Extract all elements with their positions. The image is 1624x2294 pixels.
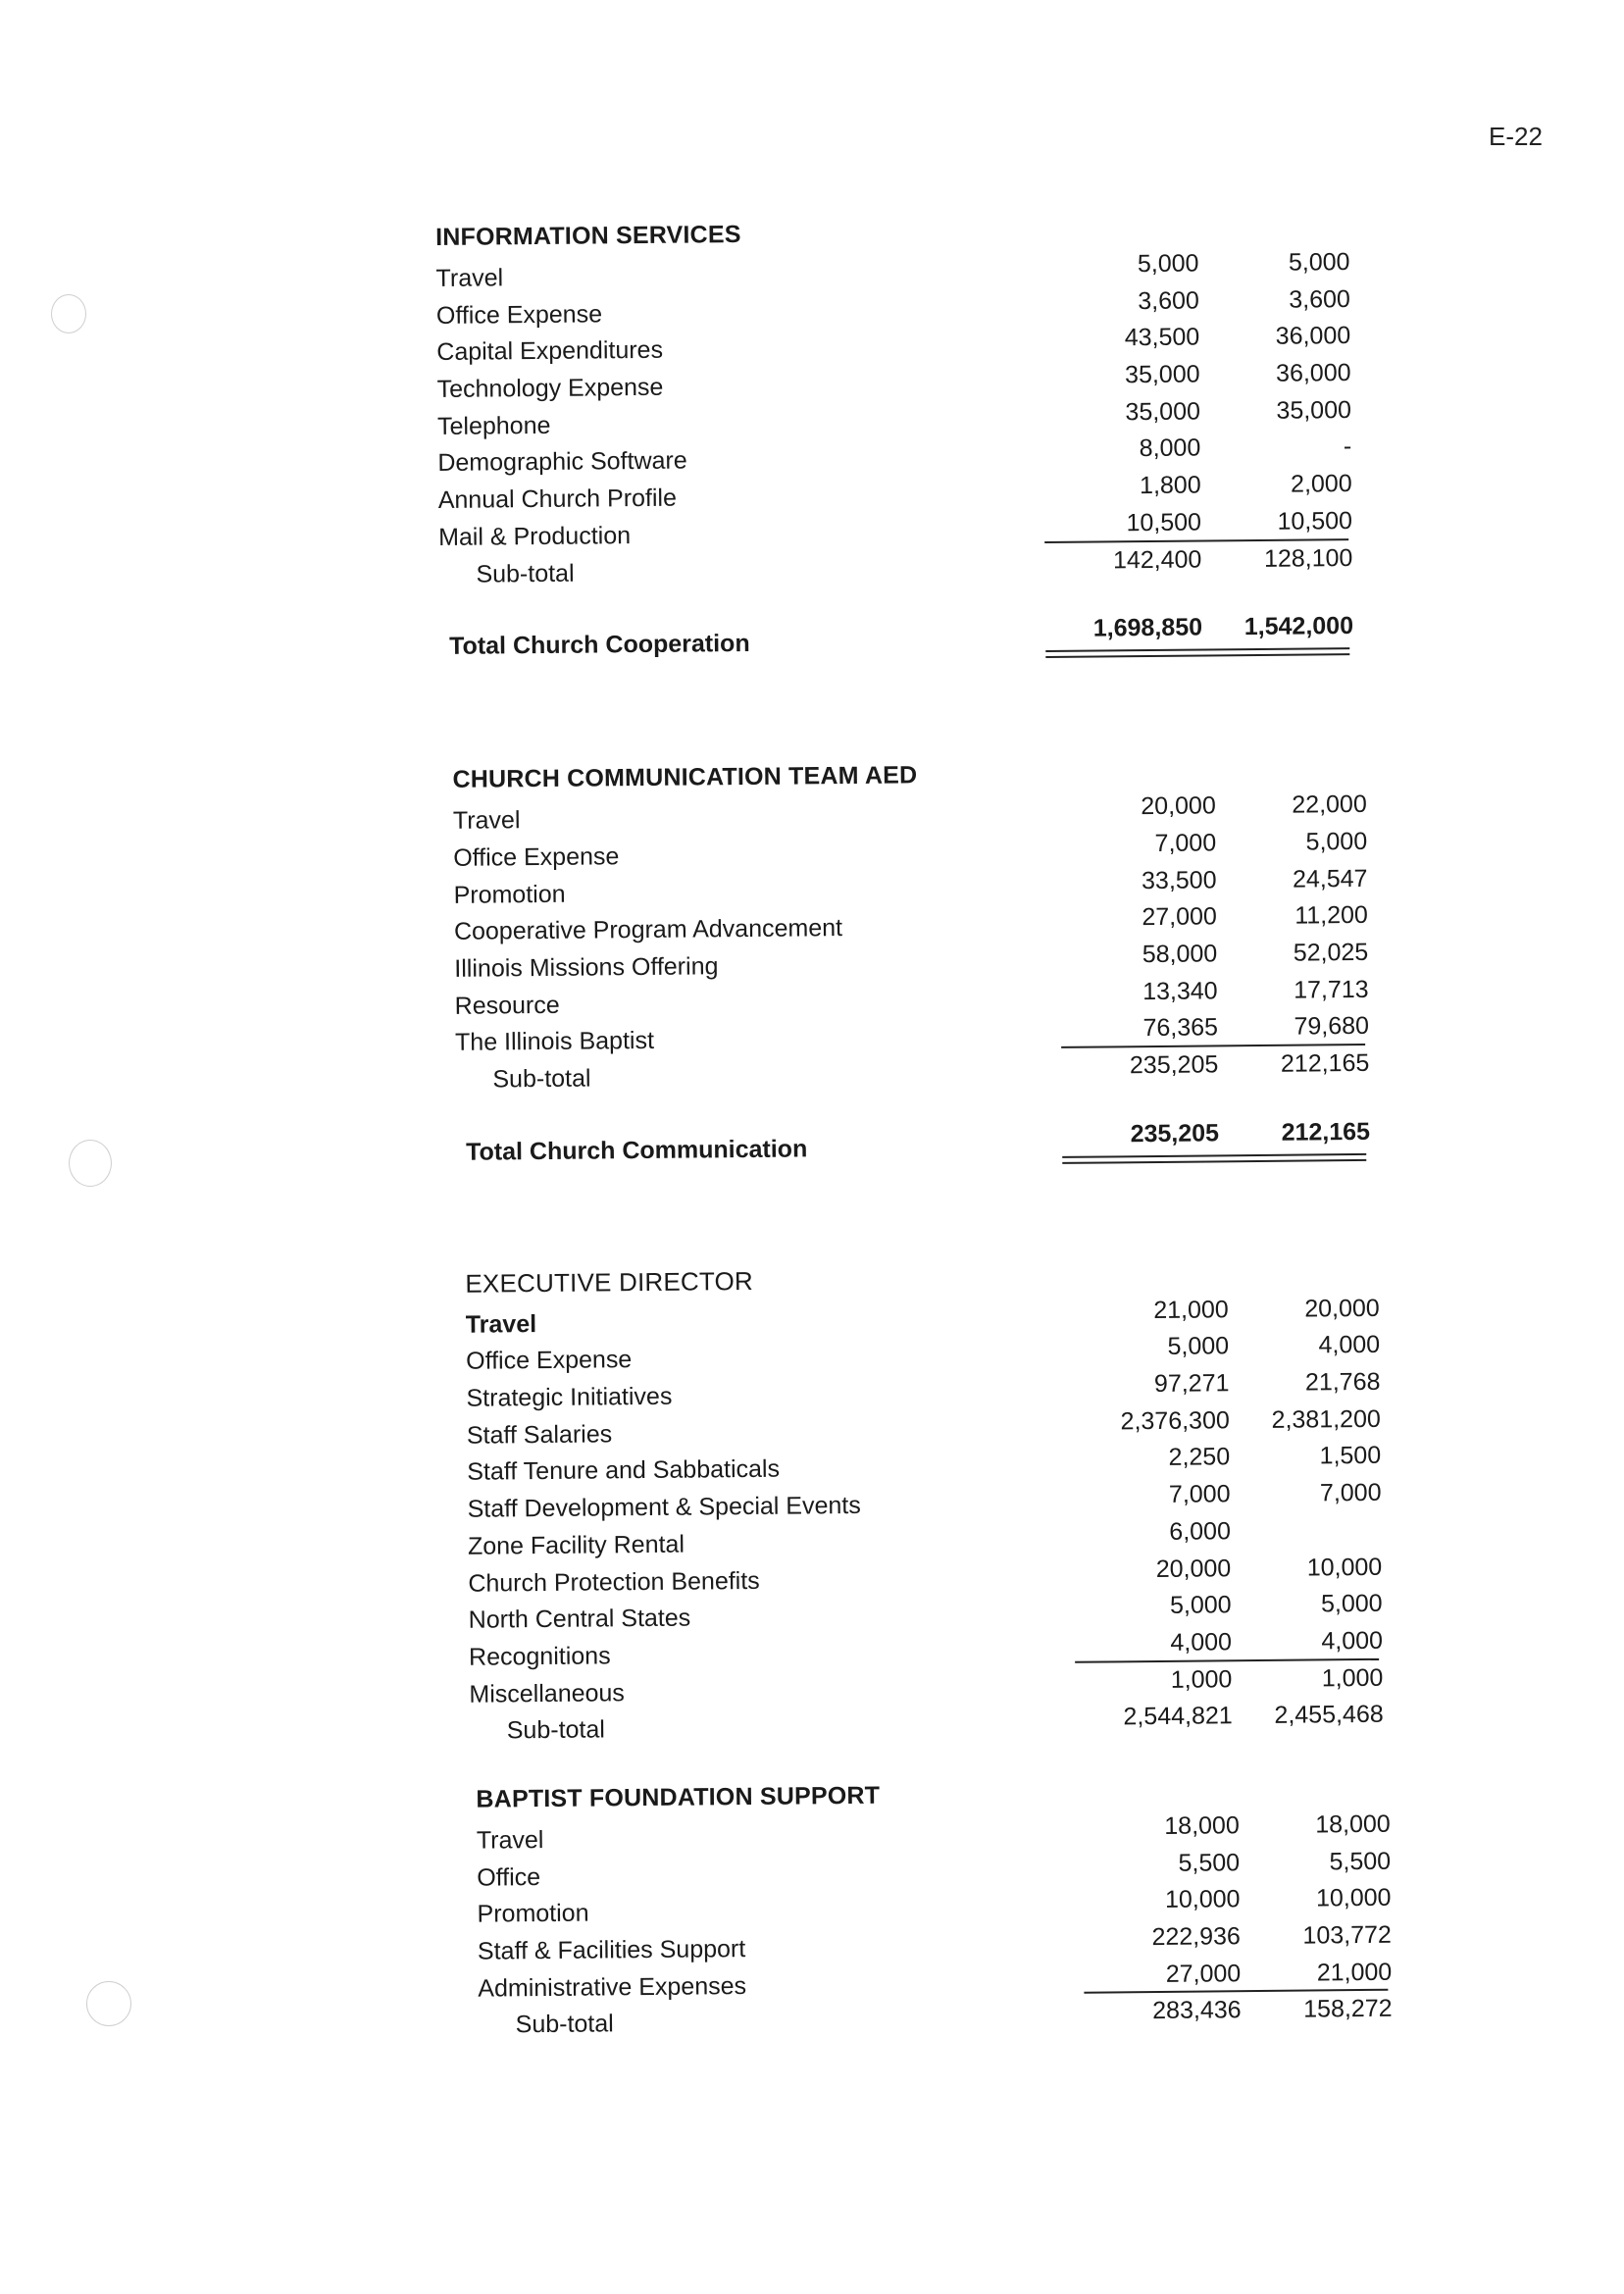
value-col2: 1,000	[1321, 1663, 1384, 1692]
row-label: Strategic Initiatives	[466, 1382, 673, 1412]
value-col2: 4,000	[1321, 1626, 1384, 1656]
value-col2: 4,000	[1318, 1331, 1381, 1359]
value-col1: 18,000	[1164, 1811, 1240, 1840]
total-label: Total Church Communication	[466, 1135, 808, 1166]
row-label: The Illinois Baptist	[454, 1027, 655, 1057]
value-col1: 27,000	[1165, 1959, 1242, 1988]
subtotal-label: Sub-total	[476, 559, 575, 588]
section-information-services	[435, 209, 1371, 589]
value-col1: 20,000	[1155, 1554, 1232, 1583]
row-label: Zone Facility Rental	[467, 1530, 685, 1560]
subtotal-label: Sub-total	[515, 2010, 614, 2039]
row-label: Miscellaneous	[469, 1678, 626, 1708]
value-col1: 1,698,850	[1092, 613, 1203, 642]
value-col2: 2,381,200	[1271, 1404, 1381, 1434]
scan-mark	[86, 1981, 131, 2026]
section-title: BAPTIST FOUNDATION SUPPORT	[476, 1781, 881, 1813]
row-label: Cooperative Program Advancement	[453, 914, 843, 946]
value-col2: 3,600	[1289, 284, 1350, 314]
value-col1: 142,400	[1112, 545, 1202, 574]
value-col1: 6,000	[1169, 1517, 1232, 1546]
scan-mark	[51, 294, 86, 333]
row-label: Church Protection Benefits	[468, 1566, 760, 1598]
row-label: Telephone	[436, 411, 551, 440]
value-col2: 5,000	[1288, 248, 1350, 277]
value-col2: 10,000	[1315, 1884, 1392, 1912]
value-col1: 7,000	[1168, 1480, 1231, 1509]
section-church-communication	[452, 751, 1375, 1095]
section-title: INFORMATION SERVICES	[435, 221, 741, 251]
value-col2: 11,200	[1294, 901, 1369, 930]
row-label: Promotion	[453, 880, 566, 909]
section-title: EXECUTIVE DIRECTOR	[465, 1265, 754, 1299]
value-col2: 20,000	[1304, 1294, 1380, 1323]
row-label: Recognitions	[468, 1642, 611, 1671]
row-label: Travel	[452, 806, 521, 836]
value-col1: 20,000	[1141, 791, 1216, 821]
value-col2: 35,000	[1276, 395, 1352, 425]
value-col2: 79,680	[1294, 1012, 1370, 1041]
row-label: Annual Church Profile	[437, 484, 678, 515]
row-label: North Central States	[468, 1604, 691, 1634]
value-col2: 36,000	[1275, 322, 1351, 351]
value-col2: 7,000	[1319, 1478, 1382, 1507]
value-col2: 18,000	[1315, 1810, 1391, 1839]
value-col1: 4,000	[1170, 1628, 1233, 1657]
value-col2: 5,000	[1320, 1589, 1383, 1618]
value-col2: 17,713	[1293, 975, 1369, 1004]
value-col2: 212,165	[1280, 1048, 1370, 1078]
value-col1: 8,000	[1139, 433, 1201, 463]
value-col1: 10,000	[1164, 1885, 1241, 1914]
value-col2: 22,000	[1292, 790, 1367, 819]
row-label: Illinois Missions Offering	[454, 952, 719, 983]
section-executive-director	[465, 1255, 1382, 1747]
budget-document	[435, 209, 1393, 2041]
row-label: Travel	[435, 264, 504, 292]
value-col1: 2,376,300	[1120, 1406, 1230, 1436]
value-col1: 283,436	[1152, 1996, 1242, 2025]
subtotal-label: Sub-total	[506, 1715, 606, 1745]
value-col1: 27,000	[1142, 902, 1218, 932]
value-col1: 76,365	[1142, 1013, 1219, 1043]
value-col2: 21,000	[1316, 1958, 1393, 1987]
value-col2: 1,500	[1319, 1442, 1382, 1470]
value-col2: 158,272	[1303, 1995, 1393, 2023]
value-col1: 13,340	[1142, 977, 1218, 1005]
value-col2: 128,100	[1263, 543, 1353, 573]
row-label: Promotion	[477, 1899, 589, 1928]
value-col1: 7,000	[1154, 829, 1217, 857]
value-col1: 222,936	[1151, 1922, 1241, 1952]
value-col2: 36,000	[1275, 359, 1351, 387]
row-label: Office Expense	[453, 842, 620, 872]
row-label: Staff Salaries	[466, 1420, 613, 1450]
total-label: Total Church Cooperation	[449, 630, 750, 661]
value-col1: 3,600	[1138, 286, 1199, 315]
row-label: Staff Development & Special Events	[467, 1492, 861, 1523]
row-label: Office	[477, 1862, 541, 1892]
value-col2: -	[1343, 433, 1352, 461]
value-col2: 103,772	[1302, 1920, 1392, 1950]
value-col1: 235,205	[1129, 1050, 1219, 1080]
value-col1: 43,500	[1124, 323, 1200, 352]
value-col2: 24,547	[1292, 864, 1368, 893]
value-col2: 2,000	[1290, 470, 1352, 498]
value-col1: 58,000	[1142, 940, 1218, 969]
row-label: Staff Tenure and Sabbaticals	[467, 1455, 781, 1487]
value-col1: 1,000	[1170, 1664, 1233, 1694]
row-label: Administrative Expenses	[478, 1971, 747, 2003]
value-col1: 5,000	[1137, 249, 1199, 279]
scan-mark	[69, 1140, 112, 1187]
page-number: E-22	[1489, 122, 1543, 151]
value-col1: 5,500	[1178, 1848, 1241, 1877]
value-col1: 2,544,821	[1123, 1702, 1233, 1731]
subtotal-row	[478, 1995, 1393, 2041]
row-label: Capital Expenditures	[436, 336, 664, 367]
value-col1: 10,500	[1126, 508, 1202, 537]
section-title: CHURCH COMMUNICATION TEAM AED	[452, 761, 918, 794]
value-col2: 5,000	[1305, 827, 1368, 856]
value-col2: 2,455,468	[1274, 1701, 1384, 1730]
value-col2: 5,500	[1329, 1847, 1392, 1875]
value-col1: 35,000	[1124, 360, 1200, 389]
value-col1: 235,205	[1130, 1119, 1220, 1147]
value-col2: 10,000	[1306, 1553, 1383, 1582]
row-label: Travel	[476, 1825, 544, 1855]
subtotal-label: Sub-total	[492, 1064, 591, 1094]
value-col2: 212,165	[1281, 1117, 1371, 1147]
value-col2: 10,500	[1277, 506, 1353, 535]
value-col1: 5,000	[1167, 1332, 1230, 1361]
value-col2: 1,542,000	[1243, 612, 1354, 641]
value-col1: 97,271	[1153, 1369, 1230, 1399]
value-col1: 2,250	[1168, 1443, 1231, 1472]
value-col1: 35,000	[1125, 397, 1201, 427]
row-label: Resource	[454, 991, 560, 1020]
value-col2: 52,025	[1293, 938, 1369, 967]
section-baptist-foundation	[476, 1771, 1393, 2041]
value-col1: 1,800	[1139, 471, 1201, 500]
row-label: Mail & Production	[437, 521, 632, 551]
value-col2: 21,768	[1304, 1367, 1381, 1397]
row-label: Technology Expense	[436, 373, 664, 404]
value-col1: 21,000	[1153, 1295, 1229, 1324]
row-label: Travel	[465, 1309, 537, 1339]
value-col1: 5,000	[1169, 1591, 1232, 1620]
row-label: Demographic Software	[437, 446, 687, 478]
value-col1: 33,500	[1141, 865, 1217, 894]
row-label: Staff & Facilities Support	[477, 1935, 746, 1965]
row-label: Office Expense	[466, 1346, 633, 1376]
row-label: Office Expense	[435, 300, 603, 330]
